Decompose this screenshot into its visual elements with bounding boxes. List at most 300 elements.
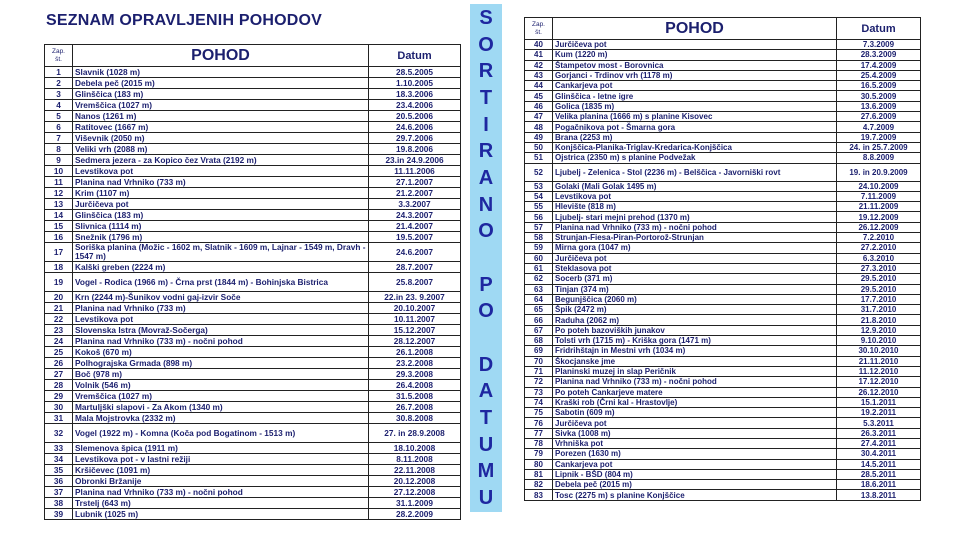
table-row	[525, 40, 921, 50]
route-name: Debela peč (2015 m)	[553, 480, 837, 490]
row-number: 81	[525, 469, 553, 479]
hike-date: 24.3.2007	[369, 210, 461, 221]
route-name: Veliki vrh (2088 m)	[73, 144, 369, 155]
banner-letter: N	[478, 193, 494, 216]
hike-date: 18.3.2006	[369, 89, 461, 100]
route-name: Levstikova pot	[73, 166, 369, 177]
hike-date: 3.3.2007	[369, 199, 461, 210]
table-row	[525, 163, 921, 181]
route-name: Vremščica (1027 m)	[73, 100, 369, 111]
table-row	[45, 273, 461, 292]
row-number: 80	[525, 459, 553, 469]
row-number: 32	[45, 424, 73, 443]
route-name: Ojstrica (2350 m) s planine Podvežak	[553, 153, 837, 163]
route-name: Špik (2472 m)	[553, 305, 837, 315]
table-row	[525, 480, 921, 490]
route-name: Slivnica (1114 m)	[73, 221, 369, 232]
route-name: Gorjanci - Trdinov vrh (1178 m)	[553, 70, 837, 80]
hike-date: 28.12.2007	[369, 336, 461, 347]
row-number: 28	[45, 380, 73, 391]
table-header-row	[45, 45, 461, 67]
row-number: 53	[525, 181, 553, 191]
banner-letter: T	[479, 86, 493, 109]
route-name: Ljubelj- stari mejni prehod (1370 m)	[553, 212, 837, 222]
hike-date: 28.5.2005	[369, 67, 461, 78]
hike-date: 21.2.2007	[369, 188, 461, 199]
banner-letter: I	[483, 113, 489, 136]
route-name: Cankarjeva pot	[553, 81, 837, 91]
route-name-text: Vogel (1922 m) - Komna (Koča pod Bogatinom - 1513 m)	[75, 427, 296, 438]
row-number: 59	[525, 243, 553, 253]
table-row	[525, 346, 921, 356]
table-row	[525, 377, 921, 387]
table-row	[525, 438, 921, 448]
hike-date: 27.4.2011	[837, 438, 921, 448]
hike-date: 26.4.2008	[369, 380, 461, 391]
banner-letter: U	[478, 433, 494, 456]
row-number: 38	[45, 498, 73, 509]
hike-date: 8.8.2009	[837, 153, 921, 163]
table-row	[525, 222, 921, 232]
hike-date: 23.4.2006	[369, 100, 461, 111]
hike-date: 24. in 25.7.2009	[837, 142, 921, 152]
banner-letter: S	[479, 7, 493, 29]
table-row	[45, 402, 461, 413]
table-header-row	[525, 18, 921, 40]
hike-date: 22.in 23. 9.2007	[369, 292, 461, 303]
hike-date: 30.4.2011	[837, 449, 921, 459]
row-number: 72	[525, 377, 553, 387]
hike-date: 20.10.2007	[369, 303, 461, 314]
route-name: Golica (1835 m)	[553, 101, 837, 111]
table-row	[45, 210, 461, 221]
hikes-table-left	[44, 44, 461, 520]
row-number: 1	[45, 67, 73, 78]
row-number: 64	[525, 294, 553, 304]
row-number: 73	[525, 387, 553, 397]
row-number: 15	[45, 221, 73, 232]
row-number: 11	[45, 177, 73, 188]
hike-date: 17.12.2010	[837, 377, 921, 387]
table-row	[45, 413, 461, 424]
route-name: Strunjan-Fiesa-Piran-Portorož-Strunjan	[553, 233, 837, 243]
row-number: 31	[45, 413, 73, 424]
row-number: 12	[45, 188, 73, 199]
row-number: 20	[45, 292, 73, 303]
banner-letter: D	[478, 353, 494, 376]
row-number: 83	[525, 490, 553, 500]
banner-letter: A	[478, 380, 494, 403]
row-number: 51	[525, 153, 553, 163]
row-number: 14	[45, 210, 73, 221]
row-number: 43	[525, 70, 553, 80]
route-name-text: Vogel - Rodica (1966 m) - Črna prst (1844 m) - Bohinjska Bistrica	[75, 276, 328, 287]
sorted-by-date-letters	[470, 4, 502, 512]
hike-date: 27.6.2009	[837, 112, 921, 122]
row-number: 23	[45, 325, 73, 336]
route-name: Volnik (546 m)	[73, 380, 369, 391]
row-number: 4	[45, 100, 73, 111]
row-number: 18	[45, 262, 73, 273]
route-name: Vremščica (1027 m)	[73, 391, 369, 402]
hike-date: 26.7.2008	[369, 402, 461, 413]
table-row	[45, 155, 461, 166]
table-row	[45, 78, 461, 89]
table-row	[525, 428, 921, 438]
table-row	[525, 70, 921, 80]
row-number: 55	[525, 202, 553, 212]
table-row	[45, 314, 461, 325]
route-name: Glinščica - letne igre	[553, 91, 837, 101]
route-column-header: POHOD	[73, 45, 369, 67]
row-number: 44	[525, 81, 553, 91]
table-row	[525, 356, 921, 366]
hike-date: 28.3.2009	[837, 50, 921, 60]
row-number: 76	[525, 418, 553, 428]
hike-date: 29.7.2006	[369, 133, 461, 144]
row-number: 69	[525, 346, 553, 356]
hike-date: 19.5.2007	[369, 232, 461, 243]
route-name: Raduha (2062 m)	[553, 315, 837, 325]
row-number: 30	[45, 402, 73, 413]
route-name: Viševnik (2050 m)	[73, 133, 369, 144]
row-number: 56	[525, 212, 553, 222]
table-row	[45, 358, 461, 369]
hike-date: 16.5.2009	[837, 81, 921, 91]
route-name: Jurčičeva pot	[553, 418, 837, 428]
banner-letter: O	[478, 300, 494, 323]
hike-date: 27.2.2010	[837, 243, 921, 253]
table-row	[525, 263, 921, 273]
route-name: Polhograjska Grmada (898 m)	[73, 358, 369, 369]
row-number: 70	[525, 356, 553, 366]
table-row	[525, 60, 921, 70]
table-row	[45, 465, 461, 476]
table-row	[525, 387, 921, 397]
table-row	[525, 122, 921, 132]
hike-date: 7.2.2010	[837, 233, 921, 243]
hike-date: 10.11.2007	[369, 314, 461, 325]
table-row	[45, 487, 461, 498]
row-number: 7	[45, 133, 73, 144]
hike-date: 27. in 28.9.2008	[369, 424, 461, 443]
row-number: 42	[525, 60, 553, 70]
hike-date: 22.11.2008	[369, 465, 461, 476]
route-name: Štampetov most - Borovnica	[553, 60, 837, 70]
hike-date: 14.5.2011	[837, 459, 921, 469]
hike-date: 29.5.2010	[837, 284, 921, 294]
hike-date: 8.11.2008	[369, 454, 461, 465]
hike-date: 29.3.2008	[369, 369, 461, 380]
row-number: 33	[45, 443, 73, 454]
table-row	[525, 336, 921, 346]
row-number: 2	[45, 78, 73, 89]
banner-letter: A	[478, 166, 494, 189]
route-name: Porezen (1630 m)	[553, 449, 837, 459]
route-name: Snežnik (1796 m)	[73, 232, 369, 243]
row-number: 61	[525, 263, 553, 273]
hike-date: 26.3.2011	[837, 428, 921, 438]
banner-letter: R	[478, 140, 494, 163]
hike-date: 25.4.2009	[837, 70, 921, 80]
table-row	[45, 262, 461, 273]
hike-date: 20.12.2008	[369, 476, 461, 487]
table-row	[45, 243, 461, 262]
hike-date: 27.12.2008	[369, 487, 461, 498]
route-name: Tosc (2275 m) s planine Konjščice	[553, 490, 837, 500]
row-number: 60	[525, 253, 553, 263]
hike-date: 30.8.2008	[369, 413, 461, 424]
route-name: Po poteh bazoviških junakov	[553, 325, 837, 335]
table-row	[45, 454, 461, 465]
table-row	[525, 212, 921, 222]
hike-date: 23.in 24.9.2006	[369, 155, 461, 166]
table-row	[525, 191, 921, 201]
route-name	[73, 243, 369, 262]
route-name: Brana (2253 m)	[553, 132, 837, 142]
banner-letter: U	[478, 486, 494, 509]
table-row	[45, 292, 461, 303]
hike-date: 21.4.2007	[369, 221, 461, 232]
route-name: Obronki Bržanije	[73, 476, 369, 487]
hike-date: 19. in 20.9.2009	[837, 163, 921, 181]
hike-date: 19.2.2011	[837, 408, 921, 418]
hike-date: 17.7.2010	[837, 294, 921, 304]
table-row	[525, 418, 921, 428]
route-name: Socerb (371 m)	[553, 274, 837, 284]
route-name: Boč (978 m)	[73, 369, 369, 380]
hike-date: 31.5.2008	[369, 391, 461, 402]
route-name: Konjščica-Planika-Triglav-Kredarica-Konjščica	[553, 142, 837, 152]
table-row	[525, 101, 921, 111]
hike-date: 11.11.2006	[369, 166, 461, 177]
route-name: Planina nad Vrhniko (733 m)	[73, 177, 369, 188]
hike-date: 28.7.2007	[369, 262, 461, 273]
hike-date: 18.10.2008	[369, 443, 461, 454]
table-row	[525, 153, 921, 163]
table-row	[525, 81, 921, 91]
route-name: Cankarjeva pot	[553, 459, 837, 469]
table-row	[45, 188, 461, 199]
hike-date: 28.5.2011	[837, 469, 921, 479]
hike-date: 26.12.2009	[837, 222, 921, 232]
table-row	[45, 476, 461, 487]
hike-date: 27.1.2007	[369, 177, 461, 188]
route-name: Mirna gora (1047 m)	[553, 243, 837, 253]
row-number: 37	[45, 487, 73, 498]
table-row	[525, 284, 921, 294]
table-row	[525, 449, 921, 459]
page-title: SEZNAM OPRAVLJENIH POHODOV	[46, 12, 323, 29]
hike-date: 9.10.2010	[837, 336, 921, 346]
table-row	[525, 325, 921, 335]
route-name	[553, 163, 837, 181]
table-row	[45, 369, 461, 380]
hike-date: 28.2.2009	[369, 509, 461, 520]
row-number: 57	[525, 222, 553, 232]
row-number: 34	[45, 454, 73, 465]
table-row	[525, 233, 921, 243]
hike-date: 25.8.2007	[369, 273, 461, 292]
banner-letter: O	[478, 220, 494, 243]
route-name-text: Soriška planina (Možic - 1602 m, Slatnik - 1609 m, Lajnar - 1549 m, Dravh - 1547 m)	[75, 242, 366, 261]
table-row	[45, 199, 461, 210]
hike-date: 7.11.2009	[837, 191, 921, 201]
hike-date: 26.12.2010	[837, 387, 921, 397]
hike-date: 6.3.2010	[837, 253, 921, 263]
route-name: Jurčičeva pot	[553, 253, 837, 263]
row-number: 68	[525, 336, 553, 346]
route-name: Fridrihštajn in Mestni vrh (1034 m)	[553, 346, 837, 356]
row-number: 36	[45, 476, 73, 487]
row-number: 16	[45, 232, 73, 243]
table-row	[525, 132, 921, 142]
row-number: 46	[525, 101, 553, 111]
row-number: 39	[45, 509, 73, 520]
route-name: Planina nad Vrhniko (733 m) - nočni pohod	[73, 336, 369, 347]
table-row	[525, 91, 921, 101]
route-column-header: POHOD	[553, 18, 837, 40]
row-number: 45	[525, 91, 553, 101]
row-number: 75	[525, 408, 553, 418]
table-row	[525, 469, 921, 479]
banner-letter: R	[478, 60, 494, 83]
table-row	[525, 50, 921, 60]
table-row	[45, 325, 461, 336]
table-row	[525, 181, 921, 191]
route-name: Velika planina (1666 m) s planine Kisovec	[553, 112, 837, 122]
hike-date: 13.6.2009	[837, 101, 921, 111]
route-name: Lubnik (1025 m)	[73, 509, 369, 520]
table-row	[525, 397, 921, 407]
row-number: 50	[525, 142, 553, 152]
sorted-by-date-banner	[470, 4, 502, 512]
route-name: Mala Mojstrovka (2332 m)	[73, 413, 369, 424]
row-number: 29	[45, 391, 73, 402]
table-row	[525, 202, 921, 212]
route-name: Planina nad Vrhniko (733 m) - nočni pohod	[553, 222, 837, 232]
route-name: Po poteh Cankarjeve matere	[553, 387, 837, 397]
route-name: Tolsti vrh (1715 m) - Kriška gora (1471 m)	[553, 336, 837, 346]
route-name	[73, 273, 369, 292]
route-name: Slavnik (1028 m)	[73, 67, 369, 78]
table-row	[45, 89, 461, 100]
hike-date: 20.5.2006	[369, 111, 461, 122]
hike-date: 26.1.2008	[369, 347, 461, 358]
route-name: Trstelj (643 m)	[73, 498, 369, 509]
table-row	[45, 498, 461, 509]
hike-date: 24.6.2007	[369, 243, 461, 262]
row-number: 3	[45, 89, 73, 100]
hike-date: 21.11.2009	[837, 202, 921, 212]
table-row	[45, 347, 461, 358]
row-number: 17	[45, 243, 73, 262]
row-number: 49	[525, 132, 553, 142]
route-name: Ratitovec (1667 m)	[73, 122, 369, 133]
table-row	[45, 144, 461, 155]
route-name: Kalški greben (2224 m)	[73, 262, 369, 273]
route-name: Martuljški slapovi - Za Akom (1340 m)	[73, 402, 369, 413]
route-name: Tinjan (374 m)	[553, 284, 837, 294]
table-row	[525, 253, 921, 263]
route-name	[73, 424, 369, 443]
hike-date: 15.1.2011	[837, 397, 921, 407]
route-name: Golaki (Mali Golak 1495 m)	[553, 181, 837, 191]
row-number: 62	[525, 274, 553, 284]
table-row	[45, 100, 461, 111]
hike-date: 11.12.2010	[837, 366, 921, 376]
row-number: 8	[45, 144, 73, 155]
row-number: 52	[525, 163, 553, 181]
table-row	[525, 366, 921, 376]
row-number: 5	[45, 111, 73, 122]
table-row	[45, 177, 461, 188]
hike-date: 1.10.2005	[369, 78, 461, 89]
hike-date: 18.6.2011	[837, 480, 921, 490]
table-row	[45, 303, 461, 314]
route-name: Slemenova špica (1911 m)	[73, 443, 369, 454]
row-number: 78	[525, 438, 553, 448]
route-name: Krim (1107 m)	[73, 188, 369, 199]
hike-date: 27.3.2010	[837, 263, 921, 273]
row-number: 19	[45, 273, 73, 292]
date-column-header: Datum	[369, 45, 461, 67]
route-name: Debela peč (2015 m)	[73, 78, 369, 89]
hike-date: 30.5.2009	[837, 91, 921, 101]
route-name: Krn (2244 m)-Šunikov vodni gaj-izvir Soče	[73, 292, 369, 303]
number-column-header: Zap. št.	[525, 18, 553, 40]
route-name: Kum (1220 m)	[553, 50, 837, 60]
row-number: 21	[45, 303, 73, 314]
table-row	[525, 243, 921, 253]
table-row	[45, 509, 461, 520]
route-name: Glinščica (183 m)	[73, 89, 369, 100]
row-number: 67	[525, 325, 553, 335]
row-number: 48	[525, 122, 553, 132]
table-row	[525, 294, 921, 304]
hike-date: 4.7.2009	[837, 122, 921, 132]
table-row	[525, 459, 921, 469]
table-row	[45, 122, 461, 133]
table-row	[525, 274, 921, 284]
route-name: Sedmera jezera - za Kopico čez Vrata (2192 m)	[73, 155, 369, 166]
table-row	[45, 232, 461, 243]
row-number: 25	[45, 347, 73, 358]
row-number: 77	[525, 428, 553, 438]
row-number: 54	[525, 191, 553, 201]
banner-letter: P	[479, 273, 493, 296]
row-number: 40	[525, 40, 553, 50]
table-row	[45, 166, 461, 177]
row-number: 22	[45, 314, 73, 325]
row-number: 66	[525, 315, 553, 325]
route-name: Vrhniška pot	[553, 438, 837, 448]
row-number: 35	[45, 465, 73, 476]
hike-date: 19.8.2006	[369, 144, 461, 155]
hike-date: 29.5.2010	[837, 274, 921, 284]
route-name: Planinski muzej in slap Peričnik	[553, 366, 837, 376]
row-number: 9	[45, 155, 73, 166]
route-name: Levstikova pot - v lastni režiji	[73, 454, 369, 465]
row-number: 58	[525, 233, 553, 243]
route-name: Lipnik - BŠD (804 m)	[553, 469, 837, 479]
route-name: Sivka (1008 m)	[553, 428, 837, 438]
date-column-header: Datum	[837, 18, 921, 40]
hike-date: 19.12.2009	[837, 212, 921, 222]
hike-date: 31.1.2009	[369, 498, 461, 509]
route-name-text: Ljubelj - Zelenica - Stol (2236 m) - Belščica - Javorniški rovt	[555, 167, 781, 177]
table-row	[45, 443, 461, 454]
